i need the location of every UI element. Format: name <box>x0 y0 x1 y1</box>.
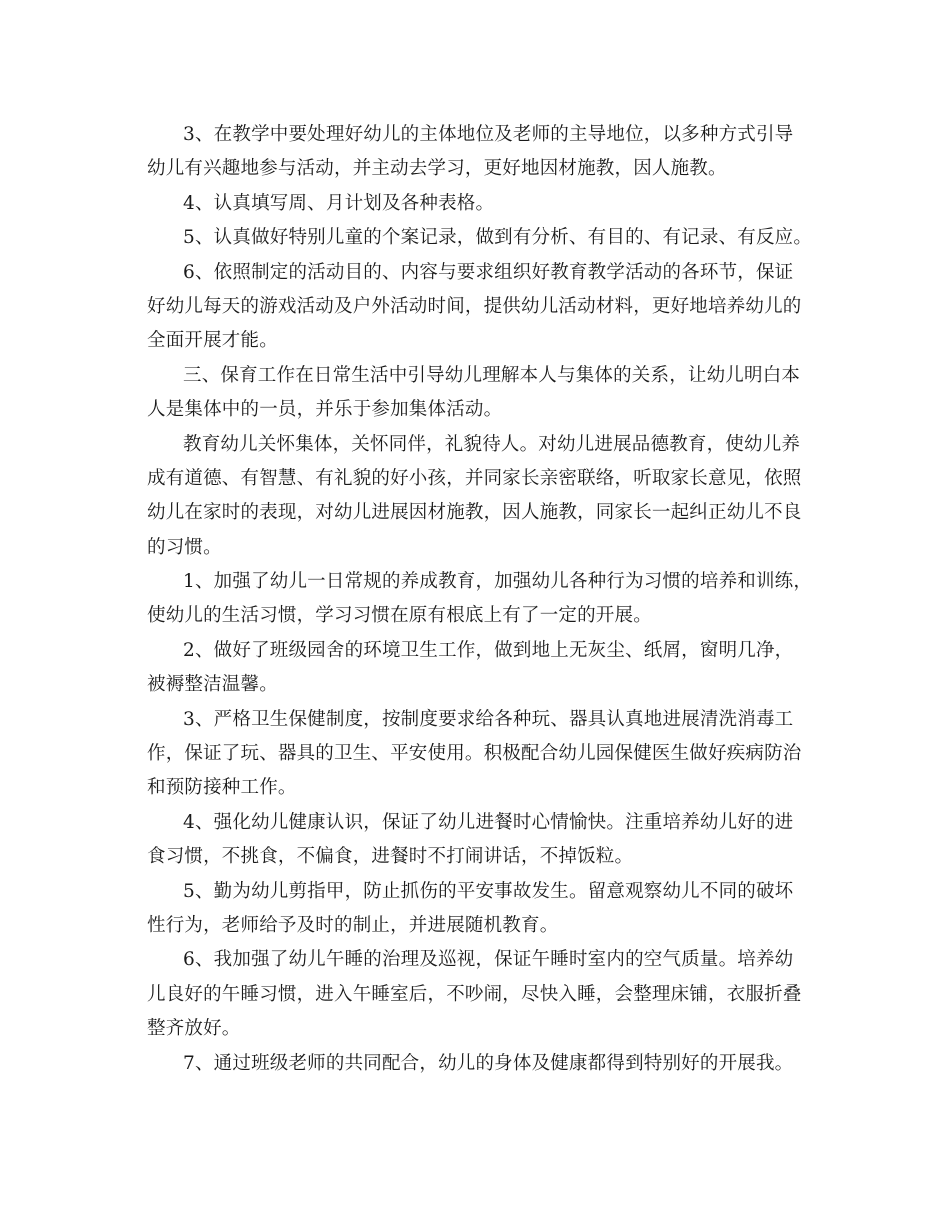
text-line: 三、保育工作在日常生活中引导幼儿理解本人与集体的关系，让幼儿明白本 <box>183 364 801 386</box>
paragraph-moral-education <box>147 428 807 566</box>
paragraph-cooperation <box>147 1047 807 1081</box>
text-line: 6、依照制定的活动目的、内容与要求组织好教育教学活动的各环节，保证 <box>183 261 794 283</box>
paragraph-case-records <box>147 221 813 255</box>
paragraph-section-three-heading <box>147 359 807 428</box>
text-line: 食习惯，不挑食，不偏食，进餐时不打闹讲话，不掉饭粒。 <box>147 846 634 868</box>
paragraph-safety <box>147 875 807 944</box>
text-line: 5、勤为幼儿剪指甲，防止抓伤的平安事故发生。留意观察幼儿不同的破坏 <box>183 880 794 902</box>
text-line: 儿良好的午睡习惯，进入午睡室后，不吵闹，尽快入睡，会整理床铺，衣服折叠 <box>147 983 802 1005</box>
text-line: 好幼儿每天的游戏活动及户外活动时间，提供幼儿活动材料，更好地培养幼儿的 <box>147 295 802 317</box>
text-line: 作，保证了玩、器具的卫生、平安使用。积极配合幼儿园保健医生做好疾病防治 <box>147 743 802 765</box>
text-line: 幼儿在家时的表现，对幼儿进展因材施教，因人施教，同家长一起纠正幼儿不良 <box>147 502 802 524</box>
paragraph-plans <box>147 187 807 221</box>
text-line: 4、强化幼儿健康认识，保证了幼儿进餐时心情愉快。注重培养幼儿好的进 <box>183 811 794 833</box>
paragraph-health-system <box>147 703 807 806</box>
text-line: 教育幼儿关怀集体，关怀同伴，礼貌待人。对幼儿进展品德教育，使幼儿养 <box>183 433 801 455</box>
text-line: 4、认真填写周、月计划及各种表格。 <box>183 192 495 214</box>
text-line: 5、认真做好特别儿童的个案记录，做到有分析、有目的、有记录、有反应。 <box>183 227 813 249</box>
text-line: 幼儿有兴趣地参与活动，并主动去学习，更好地因材施教，因人施教。 <box>147 158 727 180</box>
text-line: 全面开展才能。 <box>147 330 278 352</box>
text-line: 3、严格卫生保健制度，按制度要求给各种玩、器具认真地进展清洗消毒工 <box>183 708 794 730</box>
document-page <box>147 118 813 1081</box>
text-line: 人是集体中的一员，并乐于参加集体活动。 <box>147 399 503 421</box>
paragraph-eating-habits <box>147 806 807 875</box>
text-line: 的习惯。 <box>147 536 222 558</box>
text-line: 成有道德、有智慧、有礼貌的好小孩，并同家长亲密联络，听取家长意见，依照 <box>147 467 802 489</box>
text-line: 性行为，老师给予及时的制止，并进展随机教育。 <box>147 914 559 936</box>
paragraph-daily-routine <box>147 565 813 634</box>
paragraph-activities <box>147 256 807 359</box>
text-line: 3、在教学中要处理好幼儿的主体地位及老师的主导地位，以多种方式引导 <box>183 124 794 145</box>
paragraph-nap <box>147 943 807 1046</box>
text-line: 整齐放好。 <box>147 1018 241 1040</box>
text-line: 1、加强了幼儿一日常规的养成教育，加强幼儿各种行为习惯的培养和训练， <box>183 571 813 593</box>
text-line: 7、通过班级老师的共同配合，幼儿的身体及健康都得到特别好的开展我。 <box>183 1052 794 1074</box>
paragraph-teaching-role <box>147 118 807 187</box>
text-line: 6、我加强了幼儿午睡的治理及巡视，保证午睡时室内的空气质量。培养幼 <box>183 949 794 971</box>
text-line: 使幼儿的生活习惯，学习习惯在原有根底上有了一定的开展。 <box>147 605 652 627</box>
text-line: 被褥整洁温馨。 <box>147 674 278 696</box>
paragraph-hygiene <box>147 634 807 703</box>
text-line: 和预防接种工作。 <box>147 777 297 799</box>
text-line: 2、做好了班级园舍的环境卫生工作，做到地上无灰尘、纸屑，窗明几净， <box>183 639 794 661</box>
